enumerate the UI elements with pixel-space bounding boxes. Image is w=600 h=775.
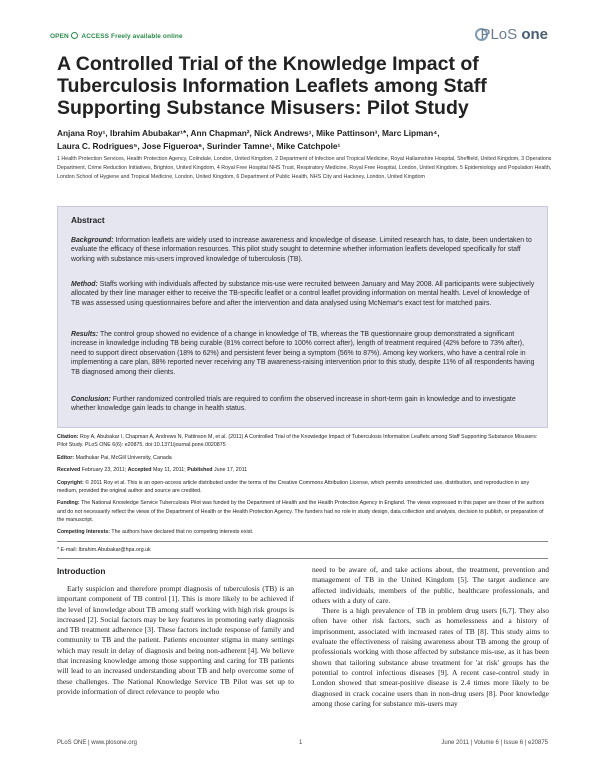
logo-one-text: one	[521, 26, 548, 43]
abstract-box	[57, 206, 548, 428]
citation-label: Citation:	[57, 434, 79, 440]
meta-divider-bottom	[57, 558, 548, 559]
footer-journal: PLoS ONE | www.plosone.org	[57, 740, 137, 746]
footer-issue: June 2011 | Volume 6 | Issue 6 | e20875	[441, 740, 548, 746]
body-column-right	[312, 565, 549, 709]
abstract-conclusion	[71, 395, 536, 414]
abstract-heading: Abstract	[71, 215, 105, 225]
author-list	[57, 127, 557, 153]
access-label: ACCESS Freely available online	[81, 33, 183, 40]
journal-logo	[480, 26, 548, 43]
journal-header	[50, 26, 550, 42]
meta-divider	[57, 541, 548, 542]
published-date: June 17, 2011	[214, 467, 248, 474]
body-column-left	[57, 566, 294, 697]
intro-paragraph-2: There is a high prevalence of TB in problem drug users [6,7]. They also often have other risk factors, such as homelessness and a history of imprisonment, associated with increased rates of TB [8]. This study aims to evaluate the effectiveness of raising awareness about TB among the group of professionals working with those affected by substance mis-use, as it has been shown that tailoring substance abuse treatment for 'at risk' groups has the potential to control infectious diseases [9]. A recent case-control study in London showed that smear-positive disease is 2.4 times more likely to be diagnosed in crack cocaine users than in non-drug users [8]. Poor knowledge among those caring for substance mis-users may	[312, 606, 549, 708]
method-text: Staffs working with individuals affected by substance mis-use were recruited between January and May 2008. All participants were subjectively allocated by their line manager either to receive the TB-specific leaflet or a control leaflet providing information on mental health. Level of knowledge of TB was assessed using questionnaires before and after the intervention and data analysed using McNemar's exact test for matched pairs.	[71, 281, 535, 307]
results-text: The control group showed no evidence of a change in knowledge of TB, whereas the TB questionnaire group demonstrated a significant increase in knowledge including TB being curable (81% correct before to 100% correct after), length of treatment required (42% before to 73% after), need to support direct observation (18% to 62%) and persistent fever being a symptom (56% to 87%). Among key workers, who have a central role in implementing a care plan, 88% reported never receiving any TB awareness-raising intervention prior to this study, despite 11% of all respondents having TB diagnosed among their clients.	[71, 331, 535, 376]
open-label: OPEN	[50, 33, 69, 40]
editor-text: Madhukar Pai, McGill University, Canada	[75, 454, 172, 461]
competing-label: Competing Interests:	[57, 529, 110, 536]
received-date: February 23, 2011;	[81, 467, 127, 474]
intro-paragraph-1: Early suspicion and therefore prompt diagnosis of tuberculosis (TB) is an important component of TB control [1]. This is more likely to be achieved if the level of knowledge about TB among staff working with high risk groups is increased [2]. Social factors may be key features in promoting early diagnosis and TB treatment adherence [3]. These factors include response of family and community to TB and the patient. Patients encounter stigma in many settings which may result in delay of diagnosis and being non-adherent [4]. We believe that increasing knowledge among those supporting and caring for TB patients will lead to an increased understanding about TB and help overcome some of these challenges. The National Knowledge Service TB Pilot was set up to provide information of direct relevance to people who	[57, 584, 294, 696]
results-label: Results:	[71, 331, 99, 338]
received-label: Received	[57, 467, 81, 474]
introduction-heading: Introduction	[57, 566, 106, 576]
copyright-label: Copyright:	[57, 479, 84, 486]
intro-paragraph-1-cont: need to be aware of, and take actions about, the treatment, prevention and management of TB in the United Kingdom [5]. The target audience are affected individuals, members of the public, healthcare professionals, and others with a duty of care.	[312, 565, 549, 605]
background-text: Information leaflets are widely used to increase awareness and knowledge of disease. Limited research has, to date, been undertaken to evaluate the efficacy of these information resources. This pilot study sought to determine whether information leaflets developed specifically for staff working with substance mis-users improved knowledge of tuberculosis (TB).	[71, 237, 532, 263]
conclusion-text: Further randomized controlled trials are required to confirm the observed increase in short-term gain in knowledge and to investigate whether knowledge gain leads to change in health status.	[71, 396, 516, 413]
logo-plos-text: PLoS	[480, 26, 518, 43]
author-line-1: Anjana Roy¹, Ibrahim Abubakar¹*, Ann Chapman², Nick Andrews¹, Mike Pattinson³, Marc Lipman⁴,	[57, 128, 440, 138]
funding	[57, 499, 548, 524]
accepted-label: Accepted	[127, 467, 152, 474]
competing-text: The authors have declared that no competing interests exist.	[111, 529, 254, 536]
competing-interests	[57, 528, 548, 536]
open-access-badge	[50, 32, 183, 40]
funding-text: The National Knowledge Service Tuberculosis Pilot was funded by the Department of Health and the Health Protection Agency in England. The views expressed in this paper are those of the authors and do not necessarily reflect the views of the Department of Health or the Health Protection Agency. The funders had no role in study design, data collection and analysis, decision to publish, or preparation of the manuscript.	[57, 500, 545, 523]
funding-label: Funding:	[57, 500, 80, 507]
citation	[57, 433, 548, 449]
abstract-method	[71, 280, 536, 308]
conclusion-label: Conclusion:	[71, 396, 111, 403]
dates	[57, 466, 548, 474]
affiliations: 1 Health Protection Services, Health Protection Agency, Colindale, London, United Kingdom, 2 Department of Infection and Tropical Medicine, Royal Hallamshire Hospital, Sheffield, United Kingdom, 3 Operations Department, Crime Reduction Initiatives, Brighton, United Kingdom, 4 Royal Free Hospital NHS Trust, Respiratory Medicine, Royal Free Hospital, London, United Kingdom, 5 Epidemiology and Population Health, London School of Hygiene and Tropical Medicine, London, United Kingdom, 6 Department of Public Health, NHS City and Hackney, London, United Kingdom	[57, 156, 552, 181]
editor	[57, 454, 548, 462]
abstract-results	[71, 330, 536, 377]
article-metadata	[57, 433, 548, 563]
copyright-text: © 2011 Roy et al. This is an open-access article distributed under the terms of the Creative Commons Attribution License, which permits unrestricted use, distribution, and reproduction in any medium, provided the original author and source are credited.	[57, 479, 530, 494]
article-title: A Controlled Trial of the Knowledge Impact of Tuberculosis Information Leaflets among Staff Supporting Substance Misusers: Pilot Study	[57, 53, 487, 119]
accepted-date: May 11, 2011;	[152, 467, 186, 474]
method-label: Method:	[71, 281, 98, 288]
abstract-background	[71, 236, 536, 264]
open-access-lock-icon	[71, 32, 78, 39]
corresponding-email[interactable]: * E-mail: Ibrahim.Abubakar@hpa.org.uk	[57, 546, 151, 553]
citation-text: Roy A, Abubakar I, Chapman A, Andrews N, Pattinson M, et al. (2011) A Controlled Trial of the Knowledge Impact of Tuberculosis Information Leaflets among Staff Supporting Substance Misusers: Pilot Study. PLoS ONE 6(6): e20875. doi:10.1371/journal.pone.0020875	[57, 434, 538, 449]
editor-label: Editor:	[57, 454, 75, 461]
background-label: Background:	[71, 237, 114, 244]
page-number: 1	[299, 740, 303, 746]
published-label: Published	[187, 467, 213, 474]
copyright	[57, 479, 548, 495]
author-line-2: Laura C. Rodrigues⁵, Jose Figueroa⁶, Surinder Tamne¹, Mike Catchpole¹	[57, 141, 341, 151]
